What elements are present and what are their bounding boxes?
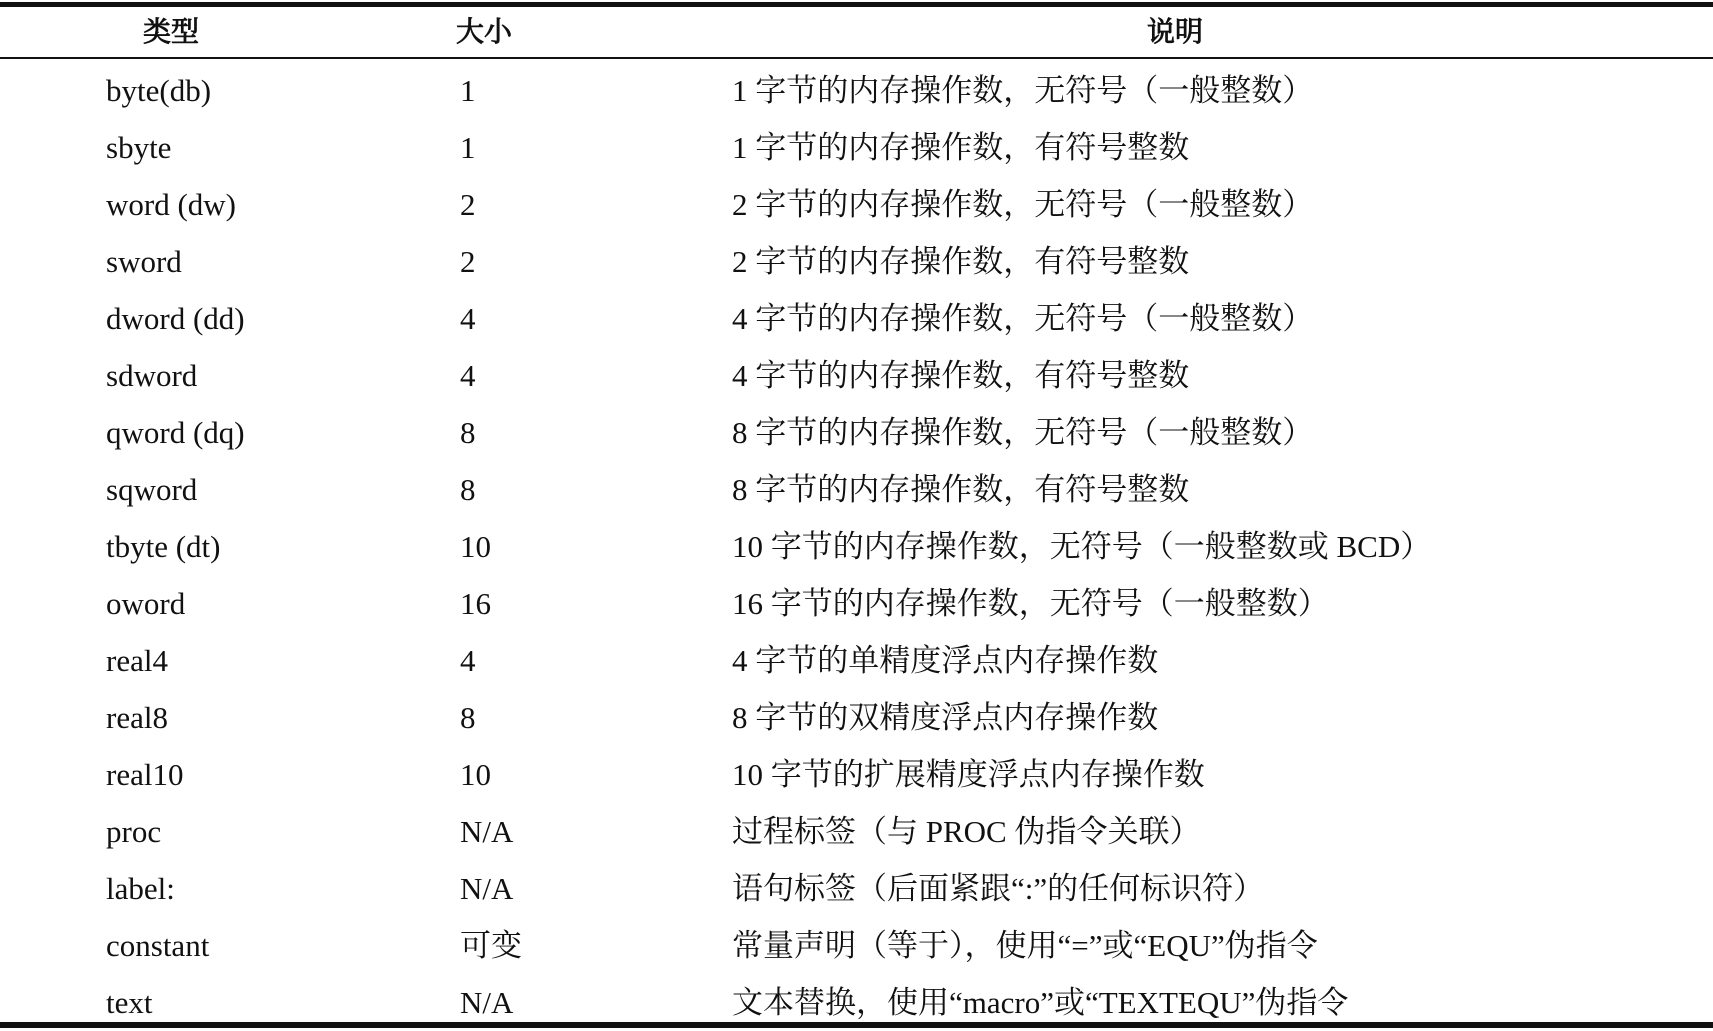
description-cell: 2 字节的内存操作数，无符号（一般整数） <box>732 187 1314 222</box>
table-top-rule <box>0 2 1713 7</box>
size-cell: 2 <box>460 244 476 279</box>
description-cell: 10 字节的扩展精度浮点内存操作数 <box>732 757 1205 792</box>
type-cell: text <box>106 985 153 1020</box>
size-cell: N/A <box>460 814 514 849</box>
table-row <box>0 860 1713 917</box>
type-cell: proc <box>106 814 162 849</box>
description-cell: 常量声明（等于），使用“=”或“EQU”伪指令 <box>732 928 1318 963</box>
table-row <box>0 917 1713 974</box>
table-row <box>0 233 1713 290</box>
type-cell: oword <box>106 586 186 621</box>
size-cell: 16 <box>460 586 491 621</box>
type-cell: sword <box>106 244 182 279</box>
size-cell: 10 <box>460 757 491 792</box>
type-cell: qword (dq) <box>106 415 245 450</box>
description-cell: 过程标签（与 PROC 伪指令关联） <box>732 814 1201 849</box>
table-row <box>0 347 1713 404</box>
size-cell: 4 <box>460 358 476 393</box>
type-cell: sbyte <box>106 130 172 165</box>
table-body <box>0 62 1713 1031</box>
size-cell: 8 <box>460 700 476 735</box>
table-row <box>0 290 1713 347</box>
size-cell: N/A <box>460 985 514 1020</box>
size-cell: 4 <box>460 643 476 678</box>
size-cell: 8 <box>460 472 476 507</box>
size-cell: 1 <box>460 73 476 108</box>
description-cell: 8 字节的双精度浮点内存操作数 <box>732 700 1159 735</box>
header-type: 类型 <box>142 15 199 48</box>
table-row <box>0 404 1713 461</box>
table-row <box>0 518 1713 575</box>
table-row <box>0 575 1713 632</box>
size-cell: N/A <box>460 871 514 906</box>
table-bottom-rule <box>0 1022 1713 1028</box>
description-cell: 2 字节的内存操作数，有符号整数 <box>732 244 1190 279</box>
header-description: 说明 <box>1146 15 1203 48</box>
type-cell: sdword <box>106 358 198 393</box>
description-cell: 1 字节的内存操作数，无符号（一般整数） <box>732 73 1314 108</box>
table-header-rule <box>0 57 1713 59</box>
type-cell: word (dw) <box>106 187 236 222</box>
table-row <box>0 119 1713 176</box>
description-cell: 4 字节的内存操作数，无符号（一般整数） <box>732 301 1314 336</box>
type-cell: dword (dd) <box>106 301 245 336</box>
type-cell: sqword <box>106 472 198 507</box>
type-cell: constant <box>106 928 210 963</box>
type-cell: real10 <box>106 757 184 792</box>
table-row <box>0 176 1713 233</box>
type-cell: tbyte (dt) <box>106 529 221 564</box>
type-cell: label: <box>106 871 175 906</box>
description-cell: 4 字节的内存操作数，有符号整数 <box>732 358 1190 393</box>
table-row <box>0 803 1713 860</box>
table-header-row <box>0 8 1713 56</box>
description-cell: 8 字节的内存操作数，有符号整数 <box>732 472 1190 507</box>
header-size: 大小 <box>456 15 513 48</box>
size-cell: 4 <box>460 301 476 336</box>
description-cell: 10 字节的内存操作数，无符号（一般整数或 BCD） <box>732 529 1432 564</box>
type-cell: real8 <box>106 700 168 735</box>
type-cell: byte(db) <box>106 73 212 108</box>
description-cell: 8 字节的内存操作数，无符号（一般整数） <box>732 415 1314 450</box>
size-cell: 可变 <box>460 928 522 963</box>
description-cell: 4 字节的单精度浮点内存操作数 <box>732 643 1159 678</box>
description-cell: 语句标签（后面紧跟“:”的任何标识符） <box>732 871 1265 906</box>
description-cell: 1 字节的内存操作数，有符号整数 <box>732 130 1190 165</box>
description-cell: 16 字节的内存操作数，无符号（一般整数） <box>732 586 1329 621</box>
size-cell: 8 <box>460 415 476 450</box>
table-row <box>0 746 1713 803</box>
table-row <box>0 62 1713 119</box>
table-row <box>0 689 1713 746</box>
description-cell: 文本替换，使用“macro”或“TEXTEQU”伪指令 <box>732 985 1349 1020</box>
table-row <box>0 632 1713 689</box>
type-cell: real4 <box>106 643 168 678</box>
table-row <box>0 461 1713 518</box>
size-cell: 1 <box>460 130 476 165</box>
size-cell: 10 <box>460 529 491 564</box>
size-cell: 2 <box>460 187 476 222</box>
